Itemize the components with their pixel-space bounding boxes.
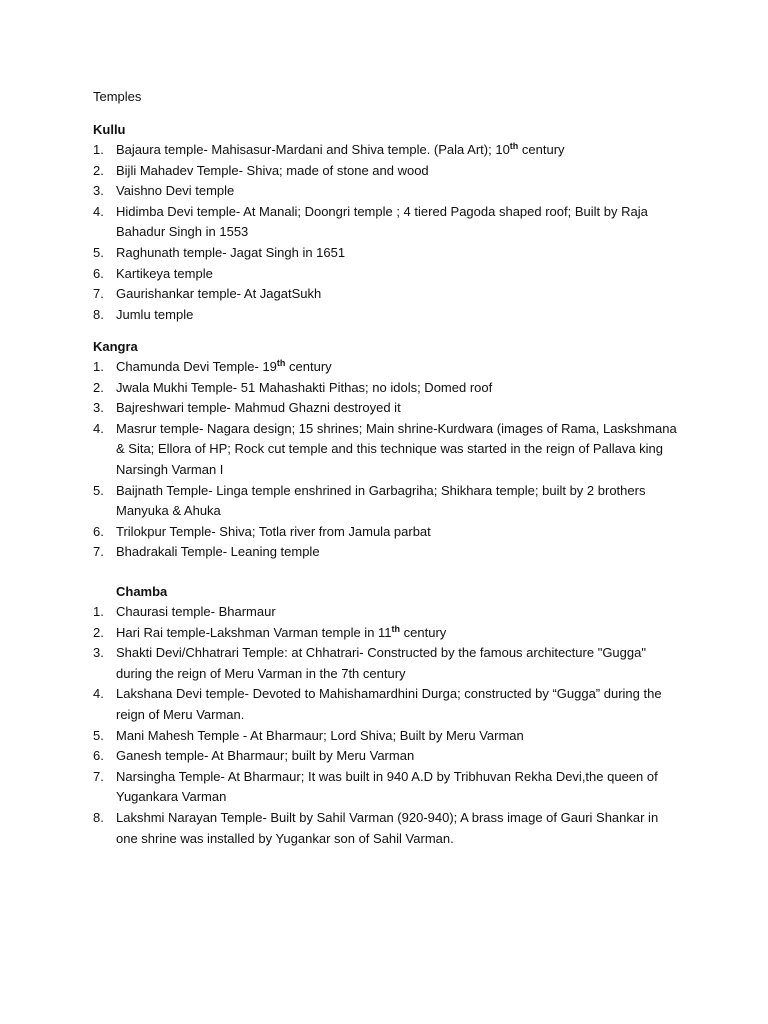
list-item: 2. Jwala Mukhi Temple- 51 Mahashakti Pithas; no idols; Domed roof: [93, 379, 493, 395]
section-heading-kullu: Kullu: [93, 122, 126, 137]
temple-list-kangra: [93, 357, 683, 563]
list-item: 2. Hari Rai temple-Lakshman Varman temple in 11th century: [93, 623, 447, 640]
section-heading-kangra: Kangra: [93, 339, 138, 354]
section-heading-chamba: Chamba: [116, 584, 168, 599]
list-item: 8. Lakshmi Narayan Temple- Built by Sahil Varman (920-940); A brass image of Gauri Shankar in one shrine was installed by Yugankar son of Sahil Varman.: [93, 809, 659, 846]
section-kullu: [93, 121, 683, 325]
section-kangra: [93, 338, 683, 563]
list-item: 3. Shakti Devi/Chhatrari Temple: at Chhatrari- Constructed by the famous architecture "Gugga" during the reign of Meru Varman in the 7th century: [93, 645, 646, 681]
list-item: 4. Masrur temple- Nagara design; 15 shrines; Main shrine-Kurdwara (images of Rama, Laskshmana & Sita; Ellora of HP; Rock cut temple and this technique was started in the reign of Pallava king Narsingh Varman I: [93, 420, 677, 477]
list-item: 6. Trilokpur Temple- Shiva; Totla river from Jamula parbat: [93, 523, 431, 539]
list-item: 4. Hidimba Devi temple- At Manali; Doongri temple ; 4 tiered Pagoda shaped roof; Built by Raja Bahadur Singh in 1553: [93, 203, 648, 240]
list-item: 1. Chamunda Devi Temple- 19th century: [93, 358, 332, 374]
list-item: 5. Baijnath Temple- Linga temple enshrined in Garbagriha; Shikhara temple; built by 2 brothers Manyuka & Ahuka: [93, 482, 646, 519]
list-item: 1. Bajaura temple- Mahisasur-Mardani and Shiva temple. (Pala Art); 10th century: [93, 141, 565, 157]
list-item: 6. Kartikeya temple: [93, 265, 213, 281]
list-item: 4. Lakshana Devi temple- Devoted to Mahishamardhini Durga; constructed by “Gugga” during the reign of Meru Varman.: [93, 686, 662, 722]
list-item: 8. Jumlu temple: [93, 306, 194, 322]
document-title: Temples: [93, 89, 142, 104]
list-item: 5. Mani Mahesh Temple - At Bharmaur; Lord Shiva; Built by Meru Varman: [93, 727, 524, 743]
temple-list-chamba: [93, 602, 683, 849]
list-item: 1. Chaurasi temple- Bharmaur: [93, 604, 276, 619]
list-item: 6. Ganesh temple- At Bharmaur; built by Meru Varman: [93, 748, 415, 764]
section-chamba: [93, 583, 683, 849]
list-item: 7. Gaurishankar temple- At JagatSukh: [93, 286, 322, 302]
list-item: 3. Bajreshwari temple- Mahmud Ghazni destroyed it: [93, 400, 401, 416]
list-item: 5. Raghunath temple- Jagat Singh in 1651: [93, 244, 346, 260]
list-item: 7. Bhadrakali Temple- Leaning temple: [93, 544, 320, 560]
list-item: 3. Vaishno Devi temple: [93, 183, 235, 199]
list-item: 7. Narsingha Temple- At Bharmaur; It was built in 940 A.D by Tribhuvan Rekha Devi,the queen of Yugankara Varman: [93, 768, 658, 805]
list-item: 2. Bijli Mahadev Temple- Shiva; made of stone and wood: [93, 162, 429, 178]
temple-list-kullu: [93, 140, 683, 325]
